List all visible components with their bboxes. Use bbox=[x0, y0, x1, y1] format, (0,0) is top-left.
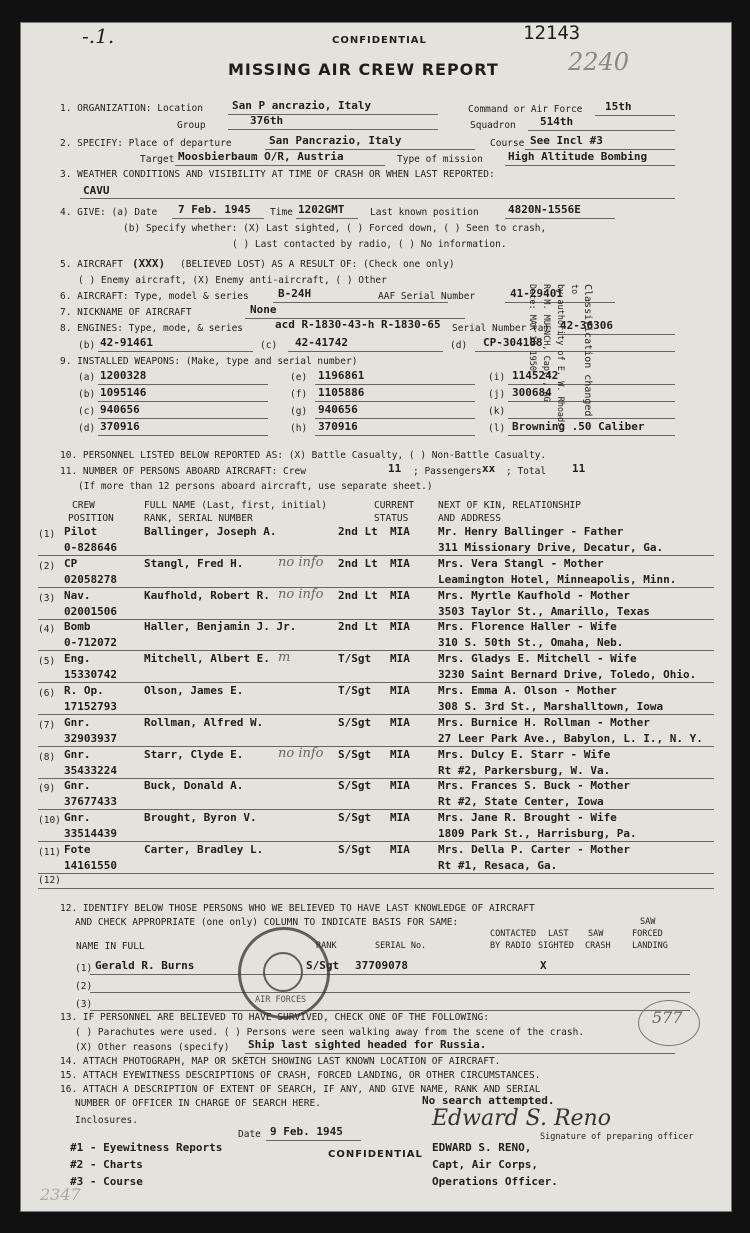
weapon-i: 1145242 bbox=[512, 369, 559, 382]
inclosures-label: Inclosures. bbox=[75, 1115, 138, 1126]
s4-pos-label: Last known position bbox=[370, 207, 479, 218]
s4-time-label: Time bbox=[270, 207, 293, 218]
crew-row-number: (5) bbox=[38, 656, 56, 667]
weapon-j: 300684 bbox=[512, 386, 552, 399]
stamp-line-4: R. M. MUENCH, Capt., AG bbox=[541, 284, 551, 402]
crew-name: Ballinger, Joseph A. bbox=[144, 525, 277, 538]
crew-name: Haller, Benjamin J. Jr. bbox=[144, 620, 297, 633]
crew-row-number: (7) bbox=[38, 720, 56, 731]
s12-col-contacted: CONTACTED bbox=[490, 929, 537, 939]
s8-label: 8. ENGINES: Type, mode, & series bbox=[60, 323, 244, 334]
crew-position: Bomb bbox=[64, 620, 91, 633]
s8-series: acd R-1830-43-h R-1830-65 bbox=[275, 318, 441, 331]
crew-rank: S/Sgt bbox=[338, 843, 372, 856]
crew-row-number: (10) bbox=[38, 815, 61, 826]
s7-label: 7. NICKNAME OF AIRCRAFT bbox=[60, 307, 192, 318]
s12-row1-serial: 37709078 bbox=[355, 959, 408, 972]
crew-address: 3503 Taylor St., Amarillo, Texas bbox=[438, 605, 650, 618]
header-next-of-kin: NEXT OF KIN, RELATIONSHIP bbox=[438, 500, 581, 511]
signature: Edward S. Reno bbox=[432, 1106, 611, 1131]
s6-serial-label: AAF Serial Number bbox=[378, 291, 476, 302]
crew-name: Brought, Byron V. bbox=[144, 811, 257, 824]
crew-status: MIA bbox=[390, 652, 410, 665]
s1-cmd: 15th bbox=[605, 100, 632, 113]
s12-col-landing: LANDING bbox=[632, 941, 668, 951]
crew-serial: 35433224 bbox=[64, 764, 117, 777]
s12-name-header: NAME IN FULL bbox=[76, 941, 145, 952]
s13-line2: ( ) Parachutes were used. ( ) Persons were seen walking away from the scene of the crash. bbox=[75, 1027, 585, 1038]
weapon-f: 1105886 bbox=[318, 386, 365, 399]
crew-address: Rt #1, Resaca, Ga. bbox=[438, 859, 558, 872]
crew-kin: Mrs. Myrtle Kaufhold - Mother bbox=[438, 589, 631, 602]
stamp-line-3: by authority of E. W. Rhoads bbox=[555, 284, 565, 428]
crew-rank: S/Sgt bbox=[338, 716, 372, 729]
crew-handwritten-note: no info bbox=[278, 555, 324, 570]
stamp-line-2: to bbox=[569, 284, 579, 295]
s11-total-label: ; Total bbox=[506, 466, 547, 477]
crew-row-number: (4) bbox=[38, 624, 56, 635]
s13-line3: (X) Other reasons (specify) bbox=[75, 1042, 230, 1053]
crew-address: 311 Missionary Drive, Decatur, Ga. bbox=[438, 541, 664, 554]
s12-col-saw2: SAW bbox=[640, 917, 656, 927]
crew-rank: 2nd Lt bbox=[338, 557, 378, 570]
crew-status: MIA bbox=[390, 779, 410, 792]
s1-label: 1. ORGANIZATION: Location bbox=[60, 103, 203, 114]
s16-line1: 16. ATTACH A DESCRIPTION OF EXTENT OF SEARCH, IF ANY, AND GIVE NAME, RANK AND SERIAL bbox=[60, 1084, 541, 1095]
crew-rank: S/Sgt bbox=[338, 811, 372, 824]
crew-status: MIA bbox=[390, 716, 410, 729]
s12-col-saw: SAW bbox=[588, 929, 604, 939]
stamp-line-1: Classification changed bbox=[582, 284, 593, 417]
s6-serial: 41-29401 bbox=[510, 287, 563, 300]
s16-line2: NUMBER OF OFFICER IN CHARGE OF SEARCH HERE. bbox=[75, 1098, 321, 1109]
officer-name: EDWARD S. RENO, bbox=[432, 1141, 532, 1154]
page-title: MISSING AIR CREW REPORT bbox=[228, 60, 499, 79]
crew-kin: Mrs. Vera Stangl - Mother bbox=[438, 557, 604, 570]
s3-value: CAVU bbox=[83, 184, 110, 197]
crew-row-number: (11) bbox=[38, 847, 61, 858]
s12-col-last: LAST bbox=[548, 929, 569, 939]
crew-position: Gnr. bbox=[64, 811, 91, 824]
crew-serial: 15330742 bbox=[64, 668, 117, 681]
crew-kin: Mrs. Florence Haller - Wife bbox=[438, 620, 617, 633]
crew-serial: 0-712072 bbox=[64, 636, 117, 649]
s13-reason: Ship last sighted headed for Russia. bbox=[248, 1038, 487, 1051]
weapon-b: 1095146 bbox=[100, 386, 147, 399]
crew-status: MIA bbox=[390, 748, 410, 761]
s14: 14. ATTACH PHOTOGRAPH, MAP OR SKETCH SHOWING LAST KNOWN LOCATION OF AIRCRAFT. bbox=[60, 1056, 501, 1067]
crew-rank: 2nd Lt bbox=[338, 589, 378, 602]
circled-number-text: 577 bbox=[652, 1008, 683, 1027]
s11-pass-label: ; Passengers bbox=[413, 466, 482, 477]
header-full-name: FULL NAME (Last, first, initial) bbox=[144, 500, 328, 511]
s16-value: No search attempted. bbox=[422, 1094, 555, 1107]
stamp-text: AIR FORCES bbox=[255, 995, 307, 1005]
s1-location: San P ancrazio, Italy bbox=[232, 99, 372, 112]
s12-serial-header: SERIAL No. bbox=[375, 941, 427, 951]
crew-serial: 17152793 bbox=[64, 700, 117, 713]
s2-mission: High Altitude Bombing bbox=[508, 150, 648, 163]
weapon-d: 370916 bbox=[100, 420, 140, 433]
weapon-e: 1196861 bbox=[318, 369, 365, 382]
crew-position: Gnr. bbox=[64, 748, 91, 761]
crew-name: Buck, Donald A. bbox=[144, 779, 244, 792]
s5-xx: (XXX) bbox=[132, 257, 166, 270]
crew-address: 27 Leer Park Ave., Babylon, L. I., N. Y. bbox=[438, 732, 703, 745]
handwritten-number: 2240 bbox=[568, 48, 630, 76]
crew-position: R. Op. bbox=[64, 684, 104, 697]
crew-rank: S/Sgt bbox=[338, 779, 372, 792]
crew-row-number: (8) bbox=[38, 752, 56, 763]
crew-row-number: (6) bbox=[38, 688, 56, 699]
s2-target: Moosbierbaum O/R, Austria bbox=[178, 150, 344, 163]
s8-d: CP-304188 bbox=[483, 336, 543, 349]
crew-rank: 2nd Lt bbox=[338, 525, 378, 538]
crew-position: Gnr. bbox=[64, 779, 91, 792]
s9-label: 9. INSTALLED WEAPONS: (Make, type and serial number) bbox=[60, 356, 358, 367]
header-address: AND ADDRESS bbox=[438, 513, 501, 524]
header-rank-serial: RANK, SERIAL NUMBER bbox=[144, 513, 253, 524]
crew-rank: S/Sgt bbox=[338, 748, 372, 761]
weapon-h: 370916 bbox=[318, 420, 358, 433]
officer-corps: Capt, Air Corps, bbox=[432, 1158, 538, 1171]
crew-rank: T/Sgt bbox=[338, 652, 372, 665]
s11-label: 11. NUMBER OF PERSONS ABOARD AIRCRAFT: Crew bbox=[60, 466, 306, 477]
crew-kin: Mrs. Burnice H. Rollman - Mother bbox=[438, 716, 650, 729]
s11-crew: 11 bbox=[388, 462, 402, 475]
s4-b-line1: (b) Specify whether: (X) Last sighted, ( ) Forced down, ( ) Seen to crash, bbox=[123, 223, 547, 234]
s2-label: 2. SPECIFY: Place of departure bbox=[60, 138, 232, 149]
crew-position: CP bbox=[64, 557, 78, 570]
crew-row-number: (2) bbox=[38, 561, 56, 572]
s6-type: B-24H bbox=[278, 287, 312, 300]
s2-target-label: Target bbox=[140, 154, 175, 165]
header-position: POSITION bbox=[68, 513, 114, 524]
header-crew: CREW bbox=[72, 500, 95, 511]
crew-name: Carter, Bradley L. bbox=[144, 843, 264, 856]
crew-rank: T/Sgt bbox=[338, 684, 372, 697]
signature-label: Signature of preparing officer bbox=[540, 1132, 694, 1142]
report-date: 9 Feb. 1945 bbox=[270, 1125, 343, 1138]
crew-name: Rollman, Alfred W. bbox=[144, 716, 264, 729]
incl-2: #2 - Charts bbox=[70, 1158, 143, 1171]
s11-note: (If more than 12 persons aboard aircraft, use separate sheet.) bbox=[78, 481, 433, 492]
s5-rest: (BELIEVED LOST) AS A RESULT OF: (Check one only) bbox=[180, 259, 455, 270]
crew-name: Olson, James E. bbox=[144, 684, 244, 697]
crew-handwritten-note: m bbox=[278, 650, 291, 665]
s10-label: 10. PERSONNEL LISTED BELOW REPORTED AS: (X) Battle Casualty, ( ) Non-Battle Casualty. bbox=[60, 450, 547, 461]
crew-kin: Mrs. Frances S. Buck - Mother bbox=[438, 779, 631, 792]
s2-course: See Incl #3 bbox=[530, 134, 603, 147]
crew-status: MIA bbox=[390, 589, 410, 602]
crew-serial: 02001506 bbox=[64, 605, 117, 618]
crew-handwritten-note: no info bbox=[278, 587, 324, 602]
crew-status: MIA bbox=[390, 557, 410, 570]
stamp-line-5: Date: MAR 15 1950 bbox=[527, 284, 537, 371]
s5-line2: ( ) Enemy aircraft, (X) Enemy anti-aircraft, ( ) Other bbox=[78, 275, 387, 286]
s11-total: 11 bbox=[572, 462, 586, 475]
confidential-header: CONFIDENTIAL bbox=[332, 35, 427, 46]
report-sheet: -.1. 12143 2240 CONFIDENTIAL MISSING AIR CREW REPORT 1. ORGANIZATION: Location San P ancrazio, Italy Command or Air Force 15th Group 376th Squadron 514th 2. SPECIFY: Place of departure San Pancrazio, Italy Course See Incl #3 Target Moosbierbaum O/R, Austria Type of mission High Altitude Bombing 3. WEATHER CONDITIONS AND VISIBILITY AT TIME OF CRASH OR WHEN LAST REPORTED: CAVU 4. GIVE: (a) Date 7 Feb. 1945 Time 1202GMT Last known position 4820N-1556E (b) Specify whether: (X) Last sighted, ( ) Forced down, ( ) Seen to crash, ( ) Last contacted by radio, ( ) No information. 5. AIRCRAFT (XXX) (BELIEVED LOST) AS A RESULT OF: (Check one only) ( ) Enemy aircraft, (X) Enemy anti-aircraft, ( ) Other 6. AIRCRAFT: Type, model & series B-24H AAF Serial Number 41-29401 7. NICKNAME OF AIRCRAFT None 8. ENGINES: Type, mode, & series acd R-1830-43-h R-1830-65 Serial Number (a) 42-36306 (b) 42-91461 (c) 42-41742 (d) CP-304188 9. INSTALLED WEAPONS: (Make, type and serial number) (a) 1200328 (b) 1095146 (c) 940656 (d) 370916 (e) 1196861 (f) 1105886 (g) 940656 (h) 370916 (i) 1145242 (j) 300684 (k) (l) Browning .50 Caliber 10. PERSONNEL LISTED BELOW REPORTED AS: (X) Battle Casualty, ( ) Non-Battle Casualty. 11. NUMBER OF PERSONS ABOARD AIRCRAFT: Crew 11 ; Passengers xx ; Total 11 (If more than 12 persons aboard aircraft, use separate sheet.) CREW POSITION FULL NAME (Last, first, initial) RANK, SERIAL NUMBER CURRENT STATUS NEXT OF KIN, RELATIONSHIP AND ADDRESS (1) Pilot Ballinger, Joseph A. 0-828646 2nd Lt MIA Mr. Henry Ballinger - Father 311 Missionary Drive, Decatur, Ga. (2) CP Stangl, Fred H. 02058278 2nd Lt MIA Mrs. Vera Stangl - Mother Leamington Hotel, Minneapolis, Minn. no info (3) Nav. Kaufhold, Robert R. 02001506 2nd Lt MIA Mrs. Myrtle Kaufhold - Mother 3503 Taylor St., Amarillo, Texas no info (4) Bomb Haller, Benjamin J. Jr. 0-712072 2nd Lt MIA Mrs. Florence Haller - Wife 310 S. 50th St., Omaha, Neb. (5) Eng. Mitchell, Albert E. 15330742 T/Sgt MIA Mrs. Gladys E. Mitchell - Wife 3230 Saint Bernard Drive, Toledo, Ohio. m (6) R. Op. Olson, James E. 17152793 T/Sgt MIA Mrs. Emma A. Olson - Mother 308 S. 3rd St., Marshalltown, Iowa (7) Gnr. Rollman, Alfred W. 32903937 S/Sgt MIA Mrs. Burnice H. Rollman - Mother 27 Leer Park Ave., Babylon, L. I., N. Y. (8) Gnr. Starr, Clyde E. 35433224 S/Sgt MIA Mrs. Dulcy E. Starr - Wife Rt #2, Parkersburg, W. Va. no info (9) Gnr. Buck, Donald A. 37677433 S/Sgt MIA Mrs. Frances S. Buck - Mother Rt #2, State Center, Iowa (10) Gnr. Brought, Byron V. 33514439 S/Sgt MIA Mrs. Jane R. Brought - Wife 1809 Park St., Harrisburg, Pa. (11) Fote Carter, Bradley L. 14161550 S/Sgt MIA Mrs. Della P. Carter - Mother Rt #1, Resaca, Ga. (12) 12. IDENTIFY BELOW THOSE PERSONS WHO WE BELIEVED TO HAVE LAST KNOWLEDGE OF AIRCRAFT AND CHECK APPROPRIATE (one only) COLUMN TO INDICATE BASIS FOR SAME: CONTACTED BY RADIO LAST SIGHTED SAW CRASH SAW FORCED LANDING NAME IN FULL RANK SERIAL No. (1) Gerald R. Burns S/Sgt 37709078 X (2) (3) 13. IF PERSONNEL ARE BELIEVED TO HAVE SURVIVED, CHECK ONE OF THE FOLLOWING: ( ) Parachutes were used. ( ) Persons were seen walking away from the scene of the crash. (X) Other reasons (specify) Ship last sighted headed for Russia. 14. ATTACH PHOTOGRAPH, MAP OR SKETCH SHOWING LAST KNOWN LOCATION OF AIRCRAFT. 15. ATTACH EYEWITNESS DESCRIPTIONS OF CRASH, FORCED LANDING, OR OTHER CIRCUMSTANCES. 16. ATTACH A DESCRIPTION OF EXTENT OF SEARCH, IF ANY, AND GIVE NAME, RANK AND SERIAL NUMBER OF OFFICER IN CHARGE OF SEARCH HERE. No search attempted. Inclosures. Date 9 Feb. 1945 Edward S. Reno Signature of preparing officer #1 - Eyewitness Reports #2 - Charts #3 - Course CONFIDENTIAL EDWARD S. RENO, Capt, Air Corps, Operations Officer. 2347 Classification changed to by authority of E. W. Rhoads R. M. MUENCH, Capt., AG Date: MAR 15 1950 AIR FORCES 577 bbox=[20, 22, 732, 1212]
weapon-c: 940656 bbox=[100, 403, 140, 416]
crew-status: MIA bbox=[390, 684, 410, 697]
s11-pass: xx bbox=[482, 462, 496, 475]
s12-rank-header: RANK bbox=[316, 941, 337, 951]
row-12-label: (12) bbox=[38, 875, 61, 886]
incl-3: #3 - Course bbox=[70, 1175, 143, 1188]
crew-serial: 32903937 bbox=[64, 732, 117, 745]
crew-rank: 2nd Lt bbox=[338, 620, 378, 633]
document-number: 12143 bbox=[523, 22, 581, 44]
s13-line1: 13. IF PERSONNEL ARE BELIEVED TO HAVE SURVIVED, CHECK ONE OF THE FOLLOWING: bbox=[60, 1012, 489, 1023]
crew-position: Nav. bbox=[64, 589, 91, 602]
s12-col-forced: FORCED bbox=[632, 929, 663, 939]
s2-mission-label: Type of mission bbox=[397, 154, 483, 165]
s12-col-by-radio: BY RADIO bbox=[490, 941, 531, 951]
weapon-l: Browning .50 Caliber bbox=[512, 420, 645, 433]
s1-group-label: Group bbox=[177, 120, 206, 131]
crew-serial: 33514439 bbox=[64, 827, 117, 840]
round-ink-stamp bbox=[238, 927, 330, 1019]
weapon-a: 1200328 bbox=[100, 369, 147, 382]
crew-name: Stangl, Fred H. bbox=[144, 557, 244, 570]
crew-kin: Mrs. Della P. Carter - Mother bbox=[438, 843, 631, 856]
date-label: Date bbox=[238, 1129, 261, 1140]
crew-address: 1809 Park St., Harrisburg, Pa. bbox=[438, 827, 637, 840]
s1-cmd-label: Command or Air Force bbox=[468, 104, 583, 115]
crew-kin: Mr. Henry Ballinger - Father bbox=[438, 525, 624, 538]
crew-kin: Mrs. Gladys E. Mitchell - Wife bbox=[438, 652, 637, 665]
crew-address: 3230 Saint Bernard Drive, Toledo, Ohio. bbox=[438, 668, 697, 681]
crew-position: Gnr. bbox=[64, 716, 91, 729]
s1-sq-label: Squadron bbox=[470, 120, 516, 131]
officer-title: Operations Officer. bbox=[432, 1175, 558, 1188]
s2-course-label: Course bbox=[490, 138, 525, 149]
s12-row3-num: (3) bbox=[75, 999, 93, 1010]
s8-b: 42-91461 bbox=[100, 336, 153, 349]
s12-line2: AND CHECK APPROPRIATE (one only) COLUMN TO INDICATE BASIS FOR SAME: bbox=[75, 917, 459, 928]
crew-serial: 02058278 bbox=[64, 573, 117, 586]
s8-c: 42-41742 bbox=[295, 336, 348, 349]
crew-status: MIA bbox=[390, 843, 410, 856]
crew-kin: Mrs. Emma A. Olson - Mother bbox=[438, 684, 617, 697]
crew-status: MIA bbox=[390, 811, 410, 824]
crew-kin: Mrs. Jane R. Brought - Wife bbox=[438, 811, 617, 824]
declassification-stamp bbox=[482, 284, 592, 514]
header-status: STATUS bbox=[374, 513, 409, 524]
s6-label: 6. AIRCRAFT: Type, model & series bbox=[60, 291, 249, 302]
s12-row1-name: Gerald R. Burns bbox=[95, 959, 195, 972]
crew-name: Mitchell, Albert E. bbox=[144, 652, 270, 665]
confidential-footer: CONFIDENTIAL bbox=[328, 1149, 423, 1160]
s4-label: 4. GIVE: (a) Date bbox=[60, 207, 158, 218]
s15: 15. ATTACH EYEWITNESS DESCRIPTIONS OF CRASH, FORCED LANDING, OR OTHER CIRCUMSTANCES. bbox=[60, 1070, 541, 1081]
crew-serial: 0-828646 bbox=[64, 541, 117, 554]
crew-serial: 37677433 bbox=[64, 795, 117, 808]
s1-group: 376th bbox=[250, 114, 284, 127]
crew-position: Fote bbox=[64, 843, 91, 856]
crew-address: Rt #2, State Center, Iowa bbox=[438, 795, 604, 808]
crew-row-number: (9) bbox=[38, 783, 56, 794]
s4-b-line2: ( ) Last contacted by radio, ( ) No information. bbox=[232, 239, 507, 250]
s12-row1-rank: S/Sgt bbox=[306, 959, 340, 972]
top-left-handwriting: -.1. bbox=[82, 24, 115, 48]
crew-row-number: (1) bbox=[38, 529, 56, 540]
s4-pos: 4820N-1556E bbox=[508, 203, 581, 216]
header-current: CURRENT bbox=[374, 500, 415, 511]
crew-position: Eng. bbox=[64, 652, 91, 665]
crew-address: Leamington Hotel, Minneapolis, Minn. bbox=[438, 573, 677, 586]
s5-label: 5. AIRCRAFT bbox=[60, 259, 123, 270]
s12-line1: 12. IDENTIFY BELOW THOSE PERSONS WHO WE BELIEVED TO HAVE LAST KNOWLEDGE OF AIRCRAFT bbox=[60, 903, 535, 914]
crew-status: MIA bbox=[390, 525, 410, 538]
s3-label: 3. WEATHER CONDITIONS AND VISIBILITY AT TIME OF CRASH OR WHEN LAST REPORTED: bbox=[60, 169, 495, 180]
crew-serial: 14161550 bbox=[64, 859, 117, 872]
crew-status: MIA bbox=[390, 620, 410, 633]
bottom-handwriting: 2347 bbox=[40, 1185, 81, 1204]
s2-place: San Pancrazio, Italy bbox=[269, 134, 402, 147]
s12-col-sighted: SIGHTED bbox=[538, 941, 574, 951]
s7-value: None bbox=[250, 303, 277, 316]
s1-sq: 514th bbox=[540, 115, 574, 128]
crew-address: 308 S. 3rd St., Marshalltown, Iowa bbox=[438, 700, 664, 713]
s12-row2-num: (2) bbox=[75, 981, 93, 992]
crew-kin: Mrs. Dulcy E. Starr - Wife bbox=[438, 748, 611, 761]
s4-date: 7 Feb. 1945 bbox=[178, 203, 251, 216]
crew-row-number: (3) bbox=[38, 593, 56, 604]
crew-name: Starr, Clyde E. bbox=[144, 748, 244, 761]
crew-handwritten-note: no info bbox=[278, 746, 324, 761]
crew-address: Rt #2, Parkersburg, W. Va. bbox=[438, 764, 611, 777]
s12-row1-num: (1) bbox=[75, 963, 93, 974]
weapon-g: 940656 bbox=[318, 403, 358, 416]
crew-position: Pilot bbox=[64, 525, 98, 538]
crew-address: 310 S. 50th St., Omaha, Neb. bbox=[438, 636, 624, 649]
s8-a: 42-36306 bbox=[560, 319, 613, 332]
incl-1: #1 - Eyewitness Reports bbox=[70, 1141, 223, 1154]
s12-col-crash: CRASH bbox=[585, 941, 611, 951]
s4-time: 1202GMT bbox=[298, 203, 345, 216]
s12-row1-mark: X bbox=[540, 959, 547, 972]
crew-name: Kaufhold, Robert R. bbox=[144, 589, 270, 602]
s8-sn-label: Serial Number (a) bbox=[452, 323, 550, 334]
